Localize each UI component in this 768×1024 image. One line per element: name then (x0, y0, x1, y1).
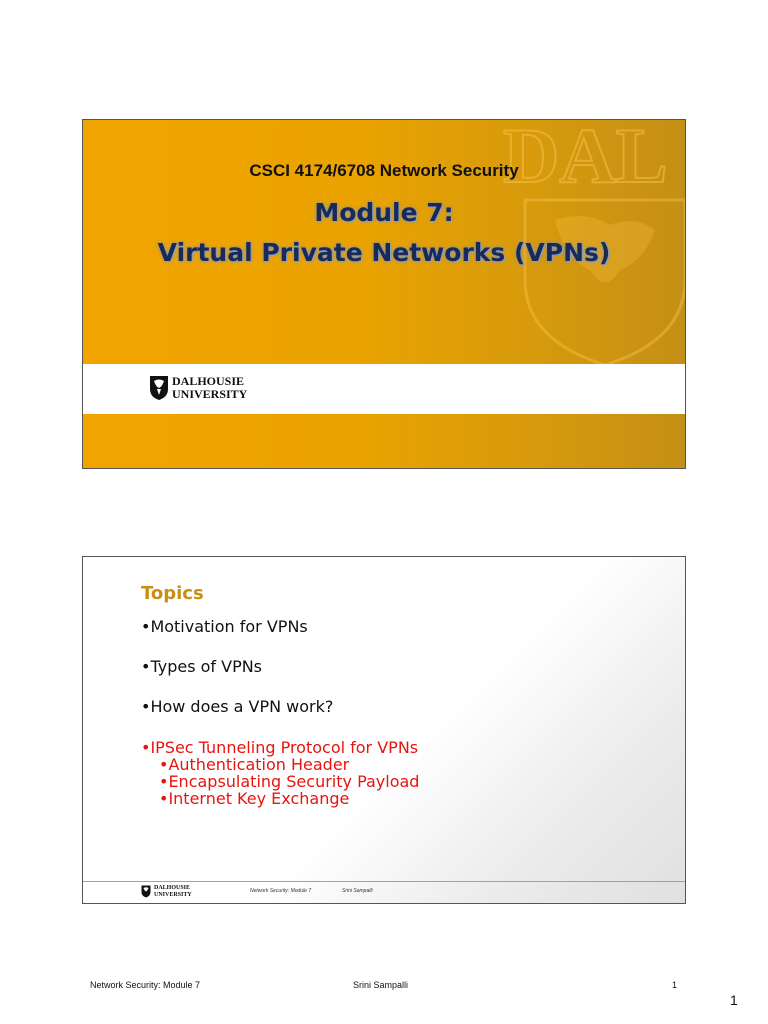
topics-heading: Topics (141, 583, 204, 604)
slide-footer-author: Srini Sampalli (342, 888, 373, 894)
dalhousie-logo (149, 375, 247, 401)
sub-bullet-esp: •Encapsulating Security Payload (159, 772, 420, 791)
page-footer-left: Network Security: Module 7 (90, 980, 201, 990)
sub-bullet-ike: •Internet Key Exchange (159, 789, 350, 808)
dalhousie-logo-small (141, 885, 192, 898)
page-footer-right: 1 (672, 980, 678, 990)
bullet-how-vpn-works: •How does a VPN work? (141, 697, 334, 716)
logo-line-1: DALHOUSIE (172, 374, 245, 389)
logo-line-1: DALHOUSIE (154, 885, 191, 892)
footer-divider (83, 881, 685, 882)
title-slide (82, 119, 686, 469)
sub-bullet-ah: •Authentication Header (159, 755, 350, 774)
logo-band (83, 364, 685, 414)
logo-line-2: UNIVERSITY (154, 891, 192, 898)
bullet-types: •Types of VPNs (141, 657, 263, 676)
shield-icon (149, 375, 169, 401)
logo-text-small (154, 885, 192, 898)
logo-text (172, 375, 247, 400)
shield-icon (141, 885, 151, 898)
module-title: Virtual Private Networks (VPNs) (157, 238, 611, 267)
page-number: 1 (730, 992, 738, 1008)
page-footer-center: Srini Sampalli (353, 980, 409, 990)
course-title: CSCI 4174/6708 Network Security (249, 161, 519, 180)
slide-footer-module: Network Security: Module 7 (250, 888, 312, 894)
module-number: Module 7: (314, 198, 454, 227)
topics-slide (82, 556, 686, 904)
bullet-ipsec: •IPSec Tunneling Protocol for VPNs (141, 738, 419, 757)
bullet-motivation: •Motivation for VPNs (141, 617, 308, 636)
logo-line-2: UNIVERSITY (172, 387, 248, 401)
watermark-text: DAL (503, 120, 668, 199)
